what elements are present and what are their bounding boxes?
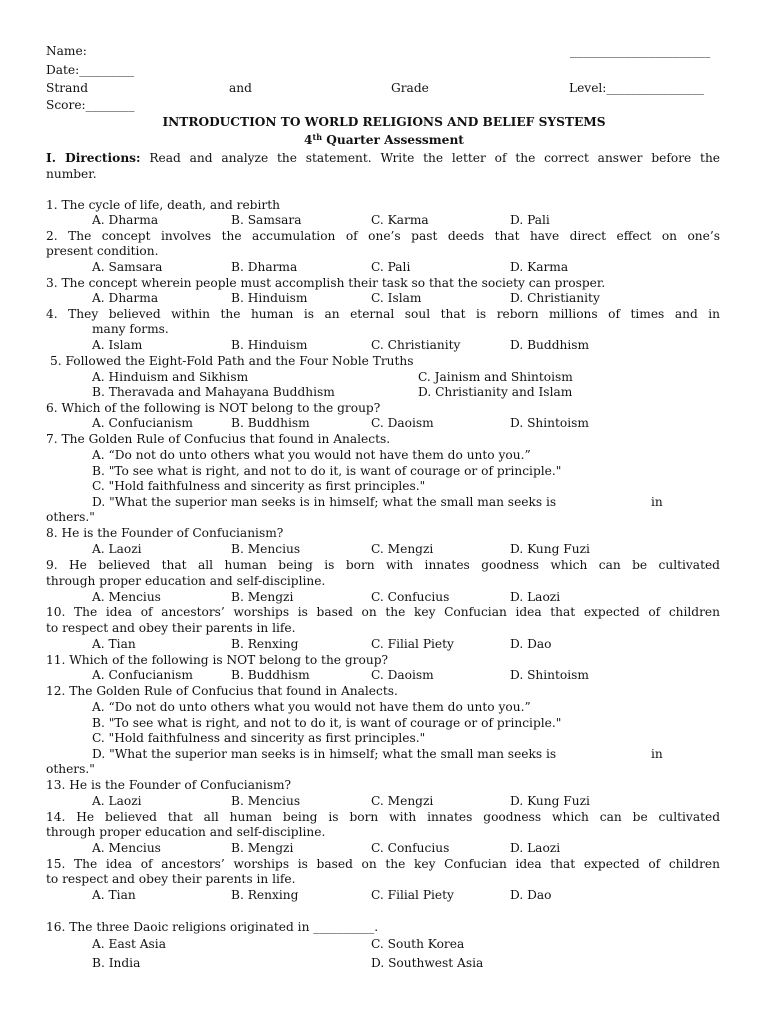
directions-text: Read and analyze the statement. Write the letter of the correct answer before the: [140, 151, 721, 165]
choice-1a[interactable]: A. Dharma: [92, 213, 159, 227]
choice-16c[interactable]: C. South Korea: [371, 937, 465, 951]
choice-6a[interactable]: A. Confucianism: [92, 416, 193, 430]
choice-6c[interactable]: C. Daoism: [371, 416, 434, 430]
document-subtitle: [0, 133, 768, 148]
choice-4d[interactable]: D. Buddhism: [510, 338, 590, 352]
choice-12b[interactable]: B. "To see what is right, and not to do it, is want of courage or of principle.": [92, 716, 562, 730]
level-blank[interactable]: ________________: [606, 81, 704, 95]
choice-15a[interactable]: A. Tian: [92, 888, 136, 902]
choice-10c[interactable]: C. Filial Piety: [371, 637, 454, 651]
question-6: 6. Which of the following is NOT belong to the group?: [46, 401, 381, 415]
question-11: 11. Which of the following is NOT belong to the group?: [46, 653, 389, 667]
choice-9b[interactable]: B. Mengzi: [231, 590, 294, 604]
strand-label: Strand: [46, 81, 88, 95]
choice-5a[interactable]: A. Hinduism and Sikhism: [92, 370, 249, 384]
question-2: 2. The concept involves the accumulation of one’s past deeds that have direct effect on one’s: [46, 229, 720, 243]
choice-8b[interactable]: B. Mencius: [231, 542, 301, 556]
choice-8c[interactable]: C. Mengzi: [371, 542, 434, 556]
choice-11a[interactable]: A. Confucianism: [92, 668, 193, 682]
name-label: Name:: [46, 44, 87, 58]
question-4-cont: many forms.: [92, 322, 169, 336]
and-label: and: [229, 81, 252, 95]
question-5: 5. Followed the Eight-Fold Path and the Four Noble Truths: [50, 354, 414, 368]
question-16: 16. The three Daoic religions originated in __________.: [46, 920, 379, 934]
choice-12c[interactable]: C. "Hold faithfulness and sincerity as first principles.": [92, 731, 426, 745]
choice-7d[interactable]: D. "What the superior man seeks is in himself; what the small man seeks is: [92, 495, 557, 509]
choice-13d[interactable]: D. Kung Fuzi: [510, 794, 590, 808]
question-15-cont: to respect and obey their parents in life.: [46, 872, 296, 886]
choice-4b[interactable]: B. Hinduism: [231, 338, 308, 352]
choice-15d[interactable]: D. Dao: [510, 888, 552, 902]
choice-5d[interactable]: D. Christianity and Islam: [418, 385, 573, 399]
question-8: 8. He is the Founder of Confucianism?: [46, 526, 284, 540]
choice-6b[interactable]: B. Buddhism: [231, 416, 310, 430]
question-7: 7. The Golden Rule of Confucius that found in Analects.: [46, 432, 391, 446]
choice-2b[interactable]: B. Dharma: [231, 260, 298, 274]
choice-6d[interactable]: D. Shintoism: [510, 416, 589, 430]
choice-4a[interactable]: A. Islam: [92, 338, 143, 352]
quarter-suffix: th: [312, 132, 323, 142]
choice-1b[interactable]: B. Samsara: [231, 213, 302, 227]
question-13: 13. He is the Founder of Confucianism?: [46, 778, 292, 792]
choice-7a[interactable]: A. “Do not do unto others what you would not have them do unto you.”: [92, 448, 531, 462]
choice-8d[interactable]: D. Kung Fuzi: [510, 542, 590, 556]
document-title: INTRODUCTION TO WORLD RELIGIONS AND BELIEF SYSTEMS: [162, 115, 606, 129]
date-field[interactable]: [46, 63, 134, 78]
choice-3d[interactable]: D. Christianity: [510, 291, 600, 305]
question-4: 4. They believed within the human is an eternal soul that is reborn millions of times and in: [46, 307, 720, 321]
choice-11c[interactable]: C. Daoism: [371, 668, 434, 682]
choice-2a[interactable]: A. Samsara: [92, 260, 163, 274]
choice-15c[interactable]: C. Filial Piety: [371, 888, 454, 902]
grade-label: Grade: [391, 81, 429, 95]
choice-7d-in: in: [651, 495, 663, 509]
level-label: Level:: [569, 81, 607, 95]
choice-13c[interactable]: C. Mengzi: [371, 794, 434, 808]
choice-2c[interactable]: C. Pali: [371, 260, 411, 274]
choice-16b[interactable]: B. India: [92, 956, 141, 970]
choice-4c[interactable]: C. Christianity: [371, 338, 461, 352]
choice-9d[interactable]: D. Laozi: [510, 590, 561, 604]
choice-12d[interactable]: D. "What the superior man seeks is in himself; what the small man seeks is: [92, 747, 557, 761]
choice-14b[interactable]: B. Mengzi: [231, 841, 294, 855]
choice-5c[interactable]: C. Jainism and Shintoism: [418, 370, 573, 384]
question-14: 14. He believed that all human being is born with innates goodness which can be cultivated: [46, 810, 720, 824]
question-1: 1. The cycle of life, death, and rebirth: [46, 198, 280, 212]
choice-16d[interactable]: D. Southwest Asia: [371, 956, 484, 970]
directions-label: I. Directions:: [46, 151, 141, 165]
score-field[interactable]: [46, 98, 134, 113]
score-blank[interactable]: ________: [85, 98, 135, 112]
choice-9a[interactable]: A. Mencius: [92, 590, 161, 604]
choice-1d[interactable]: D. Pali: [510, 213, 550, 227]
choice-12a[interactable]: A. “Do not do unto others what you would not have them do unto you.”: [92, 700, 531, 714]
choice-5b[interactable]: B. Theravada and Mahayana Buddhism: [92, 385, 335, 399]
question-14-cont: through proper education and self-discipline.: [46, 825, 326, 839]
choice-12d-cont: others.": [46, 762, 95, 776]
question-9: 9. He believed that all human being is born with innates goodness which can be cultivated: [46, 558, 720, 572]
name-blank[interactable]: _______________________: [570, 44, 711, 58]
choice-8a[interactable]: A. Laozi: [92, 542, 142, 556]
directions-line-2: number.: [46, 167, 97, 181]
question-10-cont: to respect and obey their parents in life.: [46, 621, 296, 635]
question-15: 15. The idea of ancestors’ worships is based on the key Confucian idea that expected of children: [46, 857, 720, 871]
choice-2d[interactable]: D. Karma: [510, 260, 569, 274]
choice-11b[interactable]: B. Buddhism: [231, 668, 310, 682]
quarter-text: Quarter Assessment: [322, 133, 464, 147]
date-label: Date:: [46, 63, 80, 77]
choice-3c[interactable]: C. Islam: [371, 291, 422, 305]
choice-7c[interactable]: C. "Hold faithfulness and sincerity as first principles.": [92, 479, 426, 493]
choice-9c[interactable]: C. Confucius: [371, 590, 450, 604]
choice-1c[interactable]: C. Karma: [371, 213, 429, 227]
question-10: 10. The idea of ancestors’ worships is based on the key Confucian idea that expected of children: [46, 605, 720, 619]
choice-3b[interactable]: B. Hinduism: [231, 291, 308, 305]
question-12: 12. The Golden Rule of Confucius that found in Analects.: [46, 684, 398, 698]
choice-14d[interactable]: D. Laozi: [510, 841, 561, 855]
question-2-cont: present condition.: [46, 244, 159, 258]
question-3: 3. The concept wherein people must accomplish their task so that the society can prosper.: [46, 276, 606, 290]
choice-16a[interactable]: A. East Asia: [92, 937, 166, 951]
choice-7d-cont: others.": [46, 510, 95, 524]
question-9-cont: through proper education and self-discipline.: [46, 574, 326, 588]
choice-13a[interactable]: A. Laozi: [92, 794, 142, 808]
choice-7b[interactable]: B. "To see what is right, and not to do it, is want of courage or of principle.": [92, 464, 562, 478]
level-field[interactable]: [569, 81, 704, 96]
choice-11d[interactable]: D. Shintoism: [510, 668, 589, 682]
score-label: Score:: [46, 98, 86, 112]
directions-line-1: [46, 151, 720, 166]
quarter-number: 4: [304, 133, 313, 147]
choice-13b[interactable]: B. Mencius: [231, 794, 301, 808]
choice-10d[interactable]: D. Dao: [510, 637, 552, 651]
choice-12d-in: in: [651, 747, 663, 761]
date-blank[interactable]: _________: [79, 63, 135, 77]
choice-3a[interactable]: A. Dharma: [92, 291, 159, 305]
choice-10a[interactable]: A. Tian: [92, 637, 136, 651]
choice-14a[interactable]: A. Mencius: [92, 841, 161, 855]
choice-14c[interactable]: C. Confucius: [371, 841, 450, 855]
choice-10b[interactable]: B. Renxing: [231, 637, 299, 651]
choice-15b[interactable]: B. Renxing: [231, 888, 299, 902]
